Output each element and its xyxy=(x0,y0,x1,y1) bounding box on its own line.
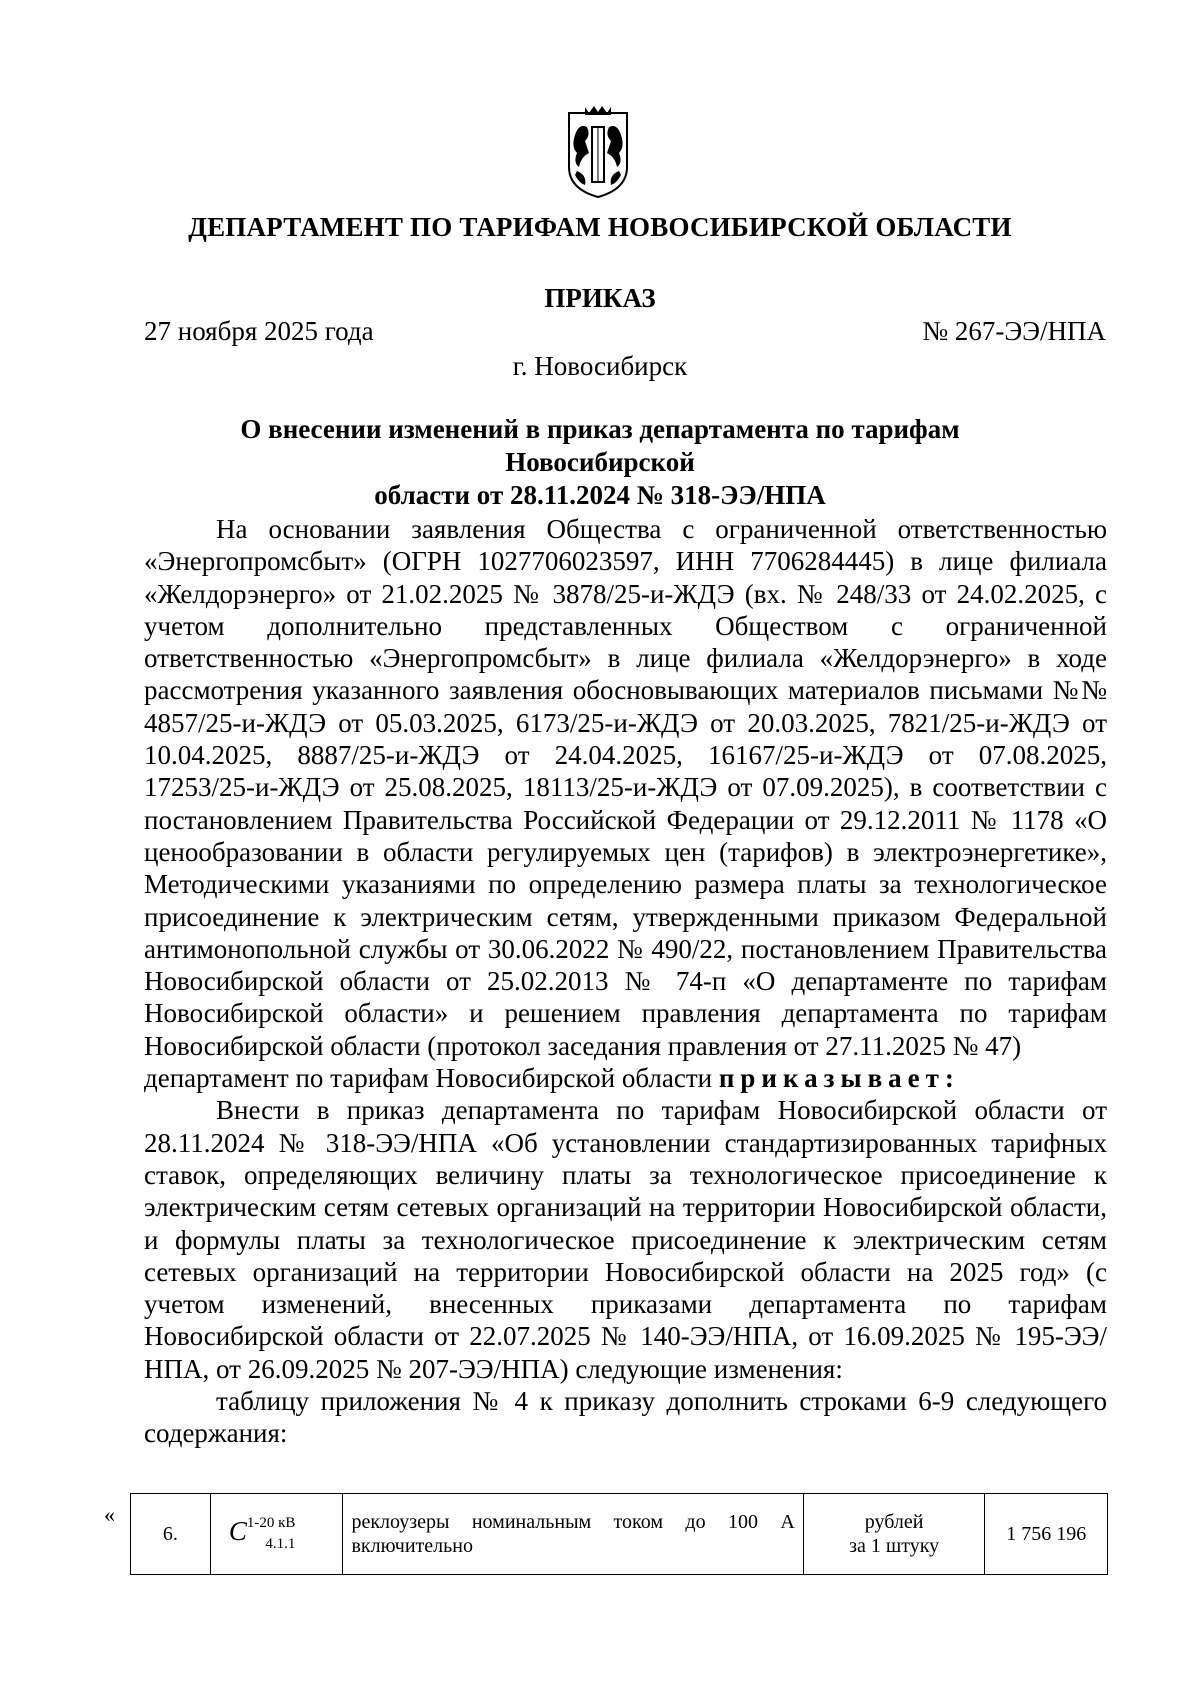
orders-verb: приказывает: xyxy=(718,1063,960,1094)
symbol-letter: C xyxy=(228,1516,247,1546)
table-intro-paragraph: таблицу приложения № 4 к приказу дополнить строками 6-9 следующего содержания: xyxy=(144,1386,1107,1449)
orders-paragraph xyxy=(144,1062,1107,1094)
preamble-paragraph: На основании заявления Общества с ограниченной ответственностью «Энергопромсбыт» (ОГРН 1027706023597, ИНН 7706284445) в лице филиала «Желдорэнерго» от 21.02.2025 № 3878/25-и-ЖДЭ (вх. № 248/33 от 24.02.2025, с учетом дополнительно представленных Обществом с ограниченной ответственностью «Энергопромсбыт» в лице филиала «Желдорэнерго» в ходе рассмотрения указанного заявления обосновывающих материалов письмами №№ 4857/25-и-ЖДЭ от 05.03.2025, 6173/25-и-ЖДЭ от 20.03.2025, 7821/25-и-ЖДЭ от 10.04.2025, 8887/25-и-ЖДЭ от 24.04.2025, 16167/25-и-ЖДЭ от 07.08.2025, 17253/25-и-ЖДЭ от 25.08.2025, 18113/25-и-ЖДЭ от 07.09.2025), в соответствии с постановлением Правительства Российской Федерации от 29.12.2011 № 1178 «О ценообразовании в области регулируемых цен (тарифов) в электроэнергетике», Методическими указаниями по определению размера платы за технологическое присоединение к электрическим сетям, утвержденными приказом Федеральной антимонопольной службы от 30.06.2022 № 490/22, постановлением Правительства Новосибирской области от 25.02.2013 № 74-п «О департаменте по тарифам Новосибирской области» и решением правления департамента по тарифам Новосибирской области (протокол заседания правления от 27.11.2025 № 47) xyxy=(144,514,1107,1061)
order-number: № 267-ЭЭ/НПА xyxy=(922,316,1106,346)
row-description: реклоузеры номинальным током до 100 А включительно xyxy=(343,1494,803,1575)
unit-line-1: рублей xyxy=(864,1511,924,1533)
opening-quote: « xyxy=(104,1502,115,1527)
symbol-superscript: 1-20 кВ xyxy=(246,1515,296,1531)
row-unit xyxy=(803,1494,985,1575)
orders-prefix: департамент по тарифам Новосибирской области xyxy=(144,1063,719,1094)
subject-line-1: О внесении изменений в приказ департамента по тарифам Новосибирской xyxy=(240,414,960,477)
department-name: ДЕПАРТАМЕНТ ПО ТАРИФАМ НОВОСИБИРСКОЙ ОБЛАСТИ xyxy=(188,212,1012,242)
tariff-table xyxy=(130,1493,1108,1575)
coat-of-arms-icon xyxy=(563,105,633,200)
row-number: 6. xyxy=(131,1494,211,1575)
order-body xyxy=(144,513,1107,1450)
subject-line-2: области от 28.11.2024 № 318-ЭЭ/НПА xyxy=(374,480,826,510)
city: г. Новосибирск xyxy=(512,351,688,381)
rate-symbol xyxy=(210,1494,343,1575)
order-date: 27 ноября 2025 года xyxy=(144,316,374,346)
document-type: ПРИКАЗ xyxy=(544,283,656,313)
table-row xyxy=(131,1494,1108,1575)
amendment-paragraph: Внести в приказ департамента по тарифам Новосибирской области от 28.11.2024 № 318-ЭЭ/НПА «Об установлении стандартизированных тарифных ставок, определяющих величину платы за технологическое присоединение к электрическим сетям сетевых организаций на территории Новосибирской области, и формулы платы за технологическое присоединение к электрическим сетям сетевых организаций на территории Новосибирской области на 2025 год» (с учетом изменений, внесенных приказами департамента по тарифам Новосибирской области от 22.07.2025 № 140-ЭЭ/НПА, от 16.09.2025 № 195-ЭЭ/НПА, от 26.09.2025 № 207-ЭЭ/НПА) следующие изменения: xyxy=(144,1095,1107,1384)
order-subject xyxy=(150,413,1050,512)
row-value: 1 756 196 xyxy=(985,1494,1108,1575)
unit-line-2: за 1 штуку xyxy=(849,1535,940,1557)
symbol-subscript: 4.1.1 xyxy=(265,1536,296,1552)
